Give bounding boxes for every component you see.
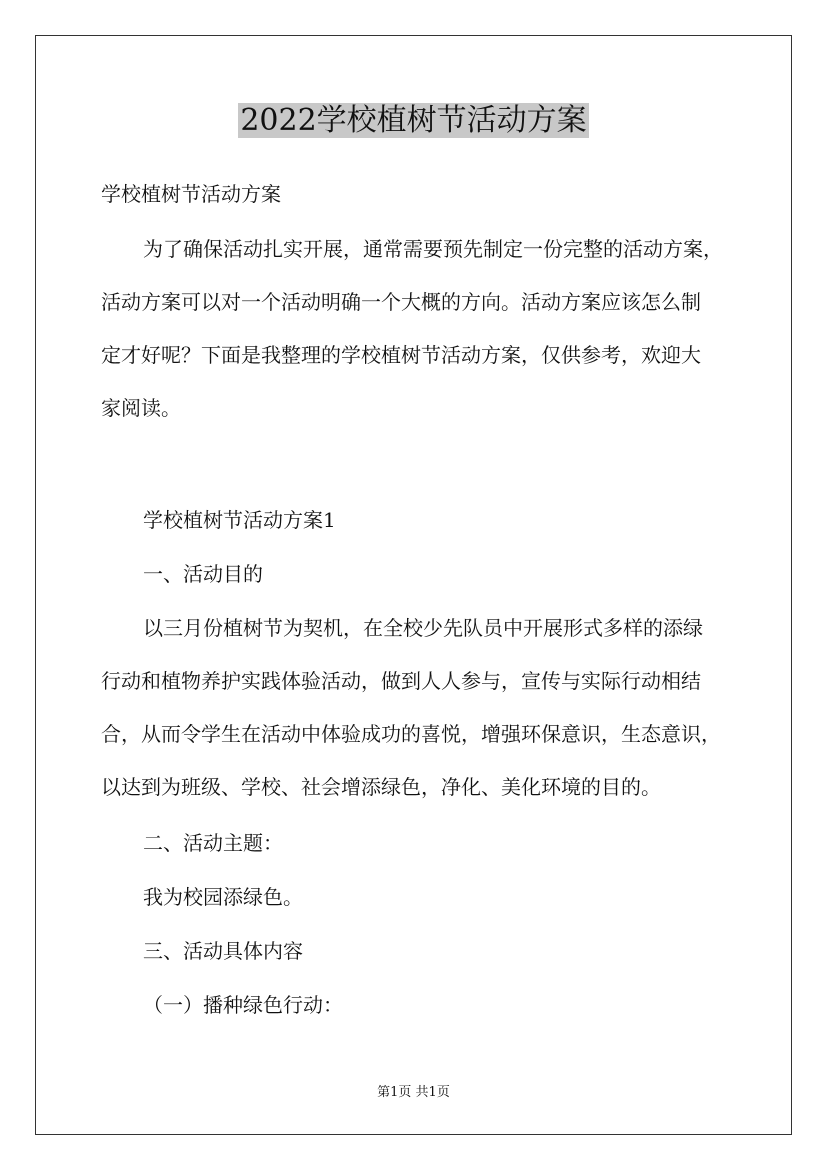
purpose-paragraph-line-3: 合，从而令学生在活动中体验成功的喜悦，增强环保意识，生态意识， [101,722,721,746]
intro-paragraph-line-3: 定才好呢？下面是我整理的学校植树节活动方案，仅供参考，欢迎大 [101,343,701,367]
subheading-purpose: 一、活动目的 [143,562,263,586]
document-title [0,100,827,142]
page-footer: 第1页 共1页 [377,1085,450,1100]
content-item-1: （一）播种绿色行动： [143,993,343,1017]
document-title-text: 2022学校植树节活动方案 [240,103,587,138]
purpose-paragraph-line-1: 以三月份植树节为契机，在全校少先队员中开展形式多样的添绿 [143,616,703,640]
section-heading: 学校植树节活动方案1 [143,508,336,532]
intro-paragraph-line-1: 为了确保活动扎实开展，通常需要预先制定一份完整的活动方案， [143,237,723,261]
intro-paragraph-line-2: 活动方案可以对一个活动明确一个大概的方向。活动方案应该怎么制 [101,290,701,314]
subheading-theme: 二、活动主题： [143,831,283,855]
purpose-paragraph-line-4: 以达到为班级、学校、社会增添绿色，净化、美化环境的目的。 [101,775,661,799]
theme-text: 我为校园添绿色。 [143,885,303,909]
subheading-content: 三、活动具体内容 [143,939,303,963]
intro-paragraph-line-4: 家阅读。 [101,396,181,420]
purpose-paragraph-line-2: 行动和植物养护实践体验活动，做到人人参与，宣传与实际行动相结 [101,669,701,693]
intro-heading: 学校植树节活动方案 [101,182,281,206]
